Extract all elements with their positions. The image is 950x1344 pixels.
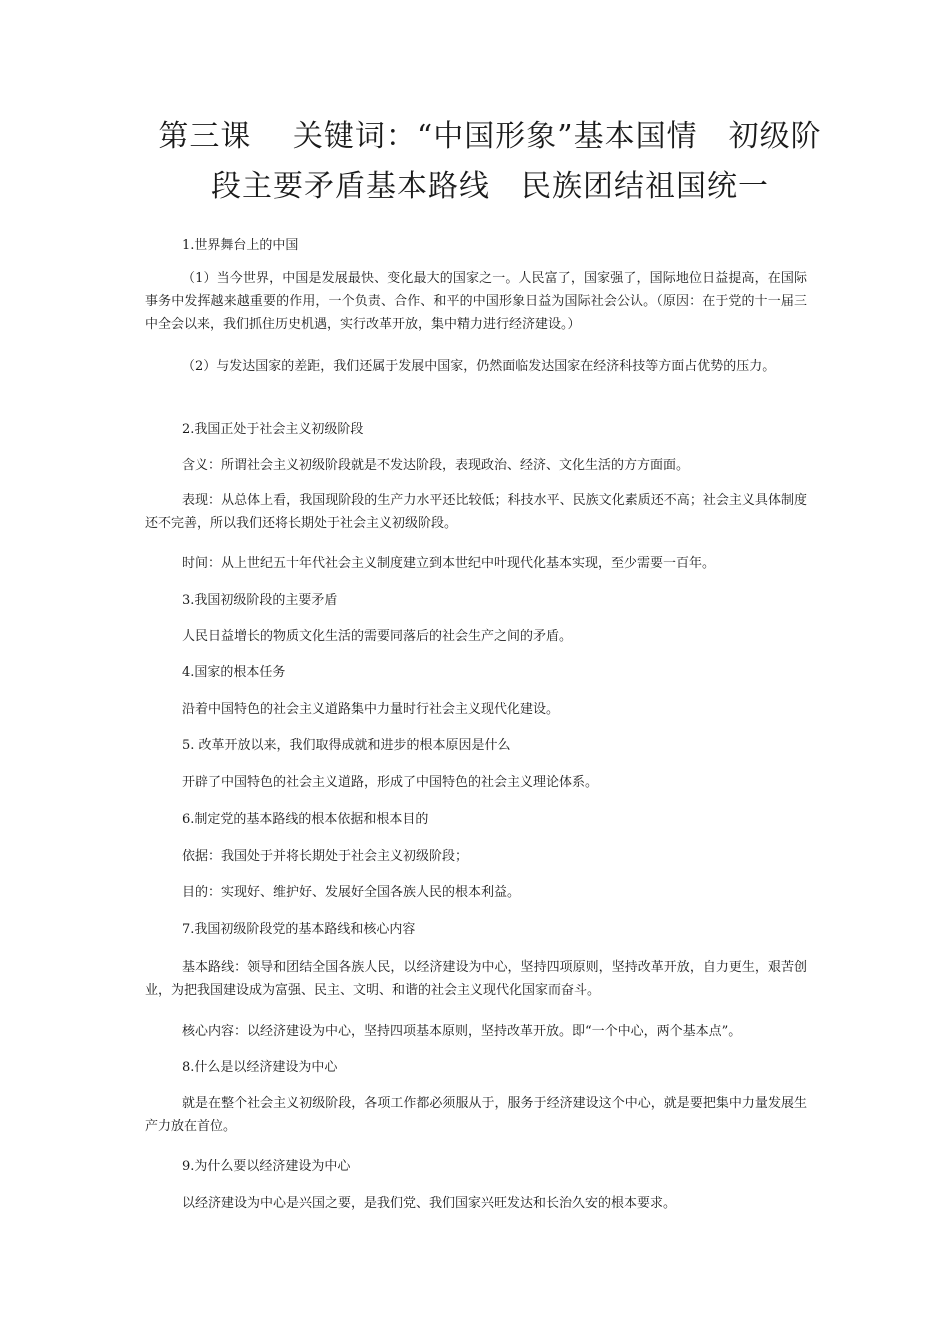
paragraph-basis: 依据：我国处于并将长期处于社会主义初级阶段；: [182, 849, 469, 864]
document-title: [130, 112, 850, 212]
section-heading-3: 3.我国初级阶段的主要矛盾: [182, 593, 338, 608]
paragraph-main-contradiction: 人民日益增长的物质文化生活的需要同落后的社会生产之间的矛盾。: [182, 629, 573, 644]
paragraph-economic-center: 就是在整个社会主义初级阶段，各项工作都必须服从于，服务于经济建设这个中心，就是要把集中力量发展生产力放在首位。: [145, 1096, 807, 1134]
paragraph-basic-line: 基本路线：领导和团结全国各族人民，以经济建设为中心，坚持四项原则，坚持改革开放，自力更生，艰苦创业，为把我国建设成为富强、民主、文明、和谐的社会主义现代化国家而奋斗。: [145, 960, 807, 998]
section-heading-5: 5. 改革开放以来，我们取得成就和进步的根本原因是什么: [182, 738, 511, 753]
paragraph-performance: 表现：从总体上看，我国现阶段的生产力水平还比较低；科技水平、民族文化素质还不高；社会主义具体制度还不完善，所以我们还将长期处于社会主义初级阶段。: [145, 493, 807, 531]
paragraph-fundamental-task: 沿着中国特色的社会主义道路集中力量时行社会主义现代化建设。: [182, 702, 560, 717]
section-heading-1: 1.世界舞台上的中国: [182, 238, 299, 253]
section-heading-4: 4.国家的根本任务: [182, 665, 286, 680]
paragraph-meaning: 含义：所谓社会主义初级阶段就是不发达阶段，表现政治、经济、文化生活的方方面面。: [182, 458, 690, 473]
title-line-1: 第三课 关键词：“中国形象”基本国情 初级阶: [158, 119, 822, 154]
paragraph-gap: （2）与发达国家的差距，我们还属于发展中国家，仍然面临发达国家在经济科技等方面占优势的压力。: [182, 359, 776, 374]
paragraph-core-content: 核心内容：以经济建设为中心，坚持四项基本原则，坚持改革开放。即“一个中心，两个基本点”。: [182, 1024, 742, 1039]
title-line-2: 段主要矛盾基本路线 民族团结祖国统一: [211, 169, 769, 204]
paragraph-china-image: （1）当今世界，中国是发展最快、变化最大的国家之一。人民富了，国家强了，国际地位日益提高，在国际事务中发挥越来越重要的作用，一个负责、合作、和平的中国形象日益为国际社会公认。（原因：在于党的十一届三中全会以来，我们抓住历史机遇，实行改革开放，集中精力进行经济建设。）: [145, 271, 807, 332]
section-heading-2: 2.我国正处于社会主义初级阶段: [182, 422, 364, 437]
section-heading-6: 6.制定党的基本路线的根本依据和根本目的: [182, 812, 429, 827]
paragraph-time: 时间：从上世纪五十年代社会主义制度建立到本世纪中叶现代化基本实现，至少需要一百年。: [182, 556, 716, 571]
section-heading-7: 7.我国初级阶段党的基本路线和核心内容: [182, 922, 416, 937]
paragraph-purpose: 目的：实现好、维护好、发展好全国各族人民的根本利益。: [182, 885, 521, 900]
section-heading-8: 8.什么是以经济建设为中心: [182, 1060, 338, 1075]
paragraph-why-economic-center: 以经济建设为中心是兴国之要，是我们党、我们国家兴旺发达和长治久安的根本要求。: [182, 1196, 677, 1211]
section-heading-9: 9.为什么要以经济建设为中心: [182, 1159, 351, 1174]
paragraph-root-cause: 开辟了中国特色的社会主义道路，形成了中国特色的社会主义理论体系。: [182, 775, 599, 790]
